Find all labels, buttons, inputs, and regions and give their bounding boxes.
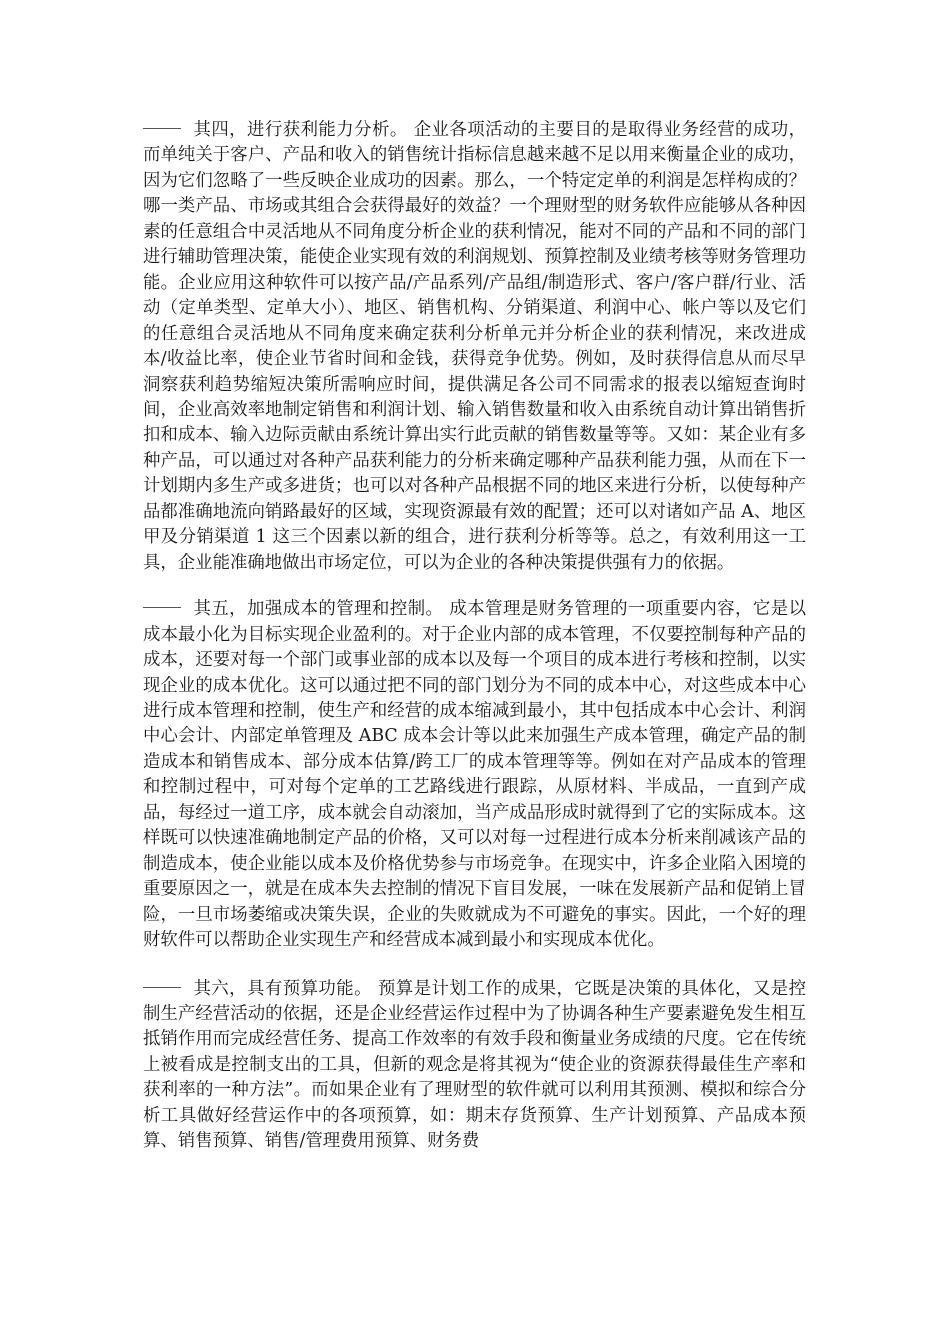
paragraph-cost-management <box>143 597 806 953</box>
document-page <box>143 118 806 1155</box>
leading-rule <box>143 128 181 129</box>
paragraph-body: 企业各项活动的主要目的是取得业务经营的成功，而单纯关于客户、产品和收入的销售统计指标信息越来越不足以用来衡量企业的成功，因为它们忽略了一些反映企业成功的因素。那么，一个特定定单的利润是怎样构成的？哪一类产品、市场或其组合会获得最好的效益？一个理财型的财务软件应能够从各种因素的任意组合中灵活地从不同角度分析企业的获利情况，能对不同的产品和不同的部门进行辅助管理决策，能使企业实现有效的利润规划、预算控制及业绩考核等财务管理功能。企业应用这种软件可以按产品/产品系列/产品组/制造形式、客户/客户群/行业、活动（定单类型、定单大小）、地区、销售机构、分销渠道、利润中心、帐户等以及它们的任意组合灵活地从不同角度来确定获利分析单元并分析企业的获利情况，来改进成本/收益比率，使企业节省时间和金钱，获得竞争优势。例如，及时获得信息从而尽早洞察获利趋势缩短决策所需响应时间，提供满足各公司不同需求的报表以缩短查询时间，企业高效率地制定销售和利润计划、输入销售数量和收入由系统自动计算出销售折扣和成本、输入边际贡献由系统计算出实行此贡献的销售数量等等。又如：某企业有多种产品，可以通过对各种产品获利能力的分析来确定哪种产品获利能力强，从而在下一计划期内多生产或多进货；也可以对各种产品根据不同的地区来进行分析，以使每种产品都准确地流向销路最好的区域，实现资源最有效的配置；还可以对诸如产品 A、地区甲及分销渠道 1 这三个因素以新的组合，进行获利分析等等。总之，有效利用这一工具，企业能准确地做出市场定位，可以为企业的各种决策提供强有力的依据。 <box>143 120 806 573</box>
leading-rule <box>143 607 181 608</box>
paragraph-heading: 其四，进行获利能力分析。 <box>193 120 408 140</box>
leading-rule <box>143 987 181 988</box>
paragraph-body: 成本管理是财务管理的一项重要内容，它是以成本最小化为目标实现企业盈利的。对于企业内部的成本管理，不仅要控制每种产品的成本，还要对每一个部门或事业部的成本以及每一个项目的成本进行考核和控制，以实现企业的成本优化。这可以通过把不同的部门划分为不同的成本中心，对这些成本中心进行成本管理和控制，使生产和经营的成本缩减到最小，其中包括成本中心会计、利润中心会计、内部定单管理及 ABC 成本会计等以此来加强生产成本管理，确定产品的制造成本和销售成本、部分成本估算/跨工厂的成本管理等等。例如在对产品成本的管理和控制过程中，可对每个定单的工艺路线进行跟踪，从原材料、半成品，一直到产成品，每经过一道工序，成本就会自动滚加，当产成品形成时就得到了它的实际成本。这样既可以快速准确地制定产品的价格，又可以对每一过程进行成本分析来削减该产品的制造成本，使企业能以成本及价格优势参与市场竞争。在现实中，许多企业陷入困境的重要原因之一，就是在成本失去控制的情况下盲目发展，一味在发展新产品和促销上冒险，一旦市场萎缩或决策失误，企业的失败就成为不可避免的事实。因此，一个好的理财软件可以帮助企业实现生产和经营成本减到最小和实现成本优化。 <box>143 599 806 951</box>
paragraph-budget-function <box>143 977 806 1155</box>
paragraph-heading: 其五，加强成本的管理和控制。 <box>193 599 444 620</box>
paragraph-body: 预算是计划工作的成果，它既是决策的具体化，又是控制生产经营活动的依据，还是企业经营运作过程中为了协调各种生产要素避免发生相互抵销作用而完成经营任务、提高工作效率的有效手段和衡量业务成绩的尺度。它在传统上被看成是控制支出的工具，但新的观念是将其视为“使企业的资源获得最佳生产率和获利率的一种方法”。而如果企业有了理财型的软件就可以利用其预测、模拟和综合分析工具做好经营运作中的各项预算，如：期末存货预算、生产计划预算、产品成本预算、销售预算、销售/管理费用预算、财务费 <box>143 978 806 1152</box>
paragraph-heading: 其六，具有预算功能。 <box>193 978 372 999</box>
paragraph-profitability-analysis <box>143 118 806 576</box>
